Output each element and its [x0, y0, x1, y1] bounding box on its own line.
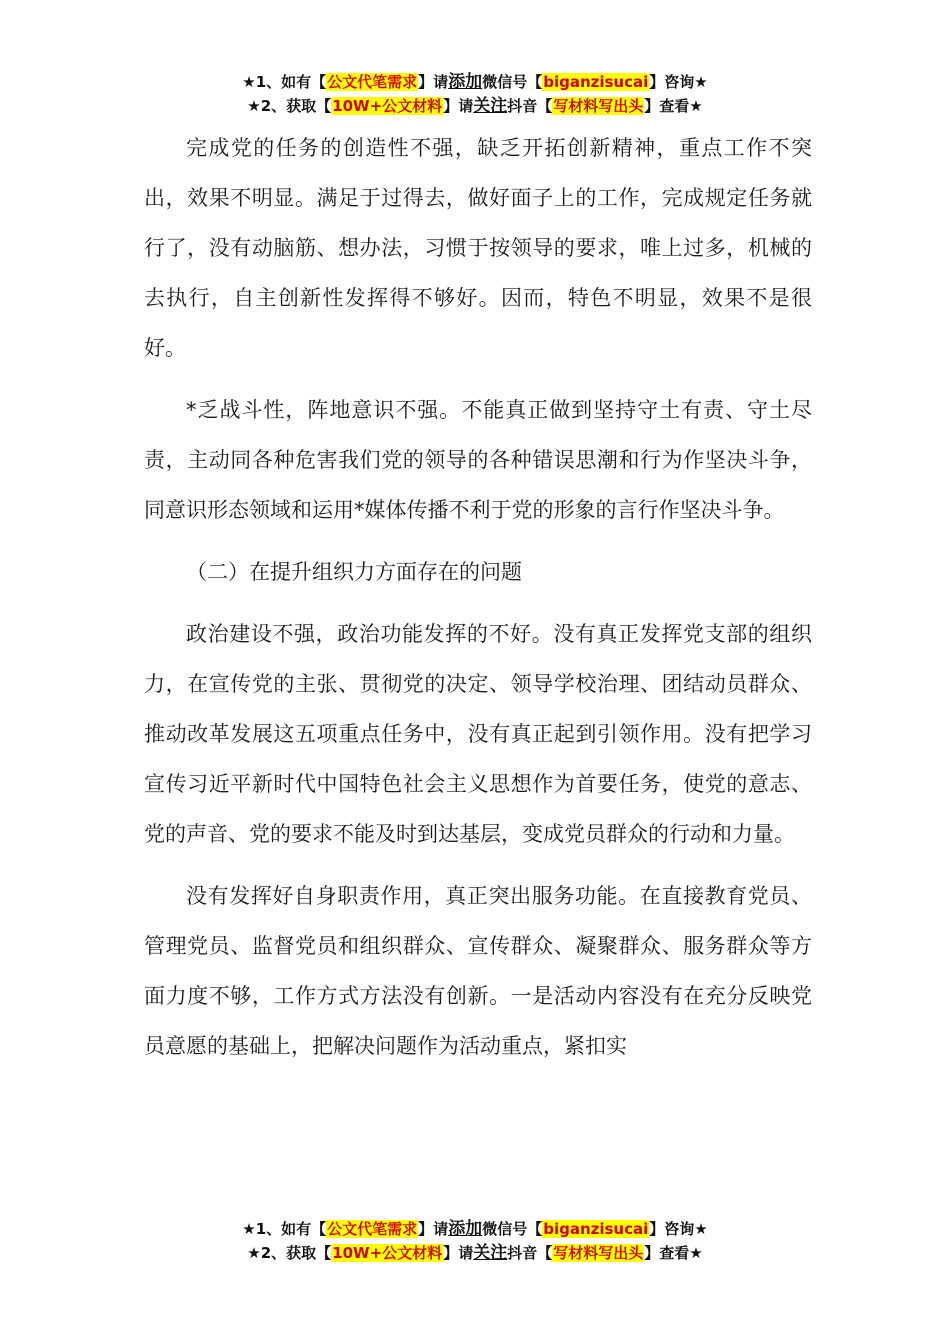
header-line-1-prefix: ★1、如有【 [242, 73, 327, 91]
header-line-1-highlight-service: 公文代笔需求 [327, 73, 418, 91]
header-line-1-mid2: 微信号【 [482, 73, 543, 91]
footer-line-2-mid2: 抖音【 [507, 1244, 553, 1262]
header-line-1-emphasis: 添加 [448, 72, 483, 92]
body-paragraph-1: 完成党的任务的创造性不强，缺乏开拓创新精神，重点工作不突出，效果不明显。满足于过得去，做好面子上的工作，完成规定任务就行了，没有动脑筋、想办法，习惯于按领导的要求，唯上过多，机械的去执行，自主创新性发挥得不够好。因而，特色不明显，效果不是很好。 [144, 136, 812, 360]
footer-line-2-prefix: ★2、获取【 [247, 1244, 332, 1262]
footer-line-1-suffix: 】咨询★ [649, 1220, 708, 1238]
body-paragraph-2: *乏战斗性，阵地意识不强。不能真正做到坚持守土有责、守土尽责，主动同各种危害我们党的领导的各种错误思潮和行为作坚决斗争，同意识形态领域和运用*媒体传播不利于党的形象的言行作坚决斗争。 [144, 398, 812, 522]
header-banner [0, 70, 950, 118]
footer-line-2-suffix: 】查看★ [644, 1244, 703, 1262]
header-line-2-highlight-materials: 10W+公文材料 [332, 97, 443, 115]
footer-line-1 [0, 1217, 950, 1241]
header-line-2-highlight-douyin: 写材料写出头 [553, 97, 644, 115]
body-paragraph-3: 政治建设不强，政治功能发挥的不好。没有真正发挥党支部的组织力，在宣传党的主张、贯彻党的决定、领导学校治理、团结动员群众、推动改革发展这五项重点任务中，没有真正起到引领作用。没有把学习宣传习近平新时代中国特色社会主义思想作为首要任务，使党的意志、党的声音、党的要求不能及时到达基层，变成党员群众的行动和力量。 [144, 622, 812, 846]
footer-banner [0, 1217, 950, 1265]
footer-line-2-highlight-materials: 10W+公文材料 [332, 1244, 443, 1262]
header-line-2-mid2: 抖音【 [507, 97, 553, 115]
footer-line-2-emphasis: 关注 [473, 1243, 508, 1263]
footer-line-1-highlight-wechat: biganzisucai [543, 1220, 649, 1238]
body-paragraph-4: 没有发挥好自身职责作用，真正突出服务功能。在直接教育党员、管理党员、监督党员和组织群众、宣传群众、凝聚群众、服务群众等方面力度不够，工作方式方法没有创新。一是活动内容没有在充分反映党员意愿的基础上，把解决问题作为活动重点，紧扣实 [144, 884, 812, 1058]
footer-line-1-emphasis: 添加 [448, 1219, 483, 1239]
header-line-1-highlight-wechat: biganzisucai [543, 73, 649, 91]
footer-line-1-prefix: ★1、如有【 [242, 1220, 327, 1238]
header-line-1 [0, 70, 950, 94]
header-line-1-suffix: 】咨询★ [649, 73, 708, 91]
footer-line-2 [0, 1241, 950, 1265]
header-line-2-prefix: ★2、获取【 [247, 97, 332, 115]
footer-line-1-mid: 】请 [418, 1220, 449, 1238]
footer-line-1-highlight-service: 公文代笔需求 [327, 1220, 418, 1238]
header-line-2-mid: 】请 [443, 97, 474, 115]
header-line-2-emphasis: 关注 [473, 96, 508, 116]
footer-line-2-highlight-douyin: 写材料写出头 [553, 1244, 644, 1262]
footer-line-2-mid: 】请 [443, 1244, 474, 1262]
header-line-2 [0, 94, 950, 118]
section-heading: （二）在提升组织力方面存在的问题 [186, 560, 522, 584]
header-line-1-mid: 】请 [418, 73, 449, 91]
document-body [144, 123, 812, 1083]
footer-line-1-mid2: 微信号【 [482, 1220, 543, 1238]
header-line-2-suffix: 】查看★ [644, 97, 703, 115]
